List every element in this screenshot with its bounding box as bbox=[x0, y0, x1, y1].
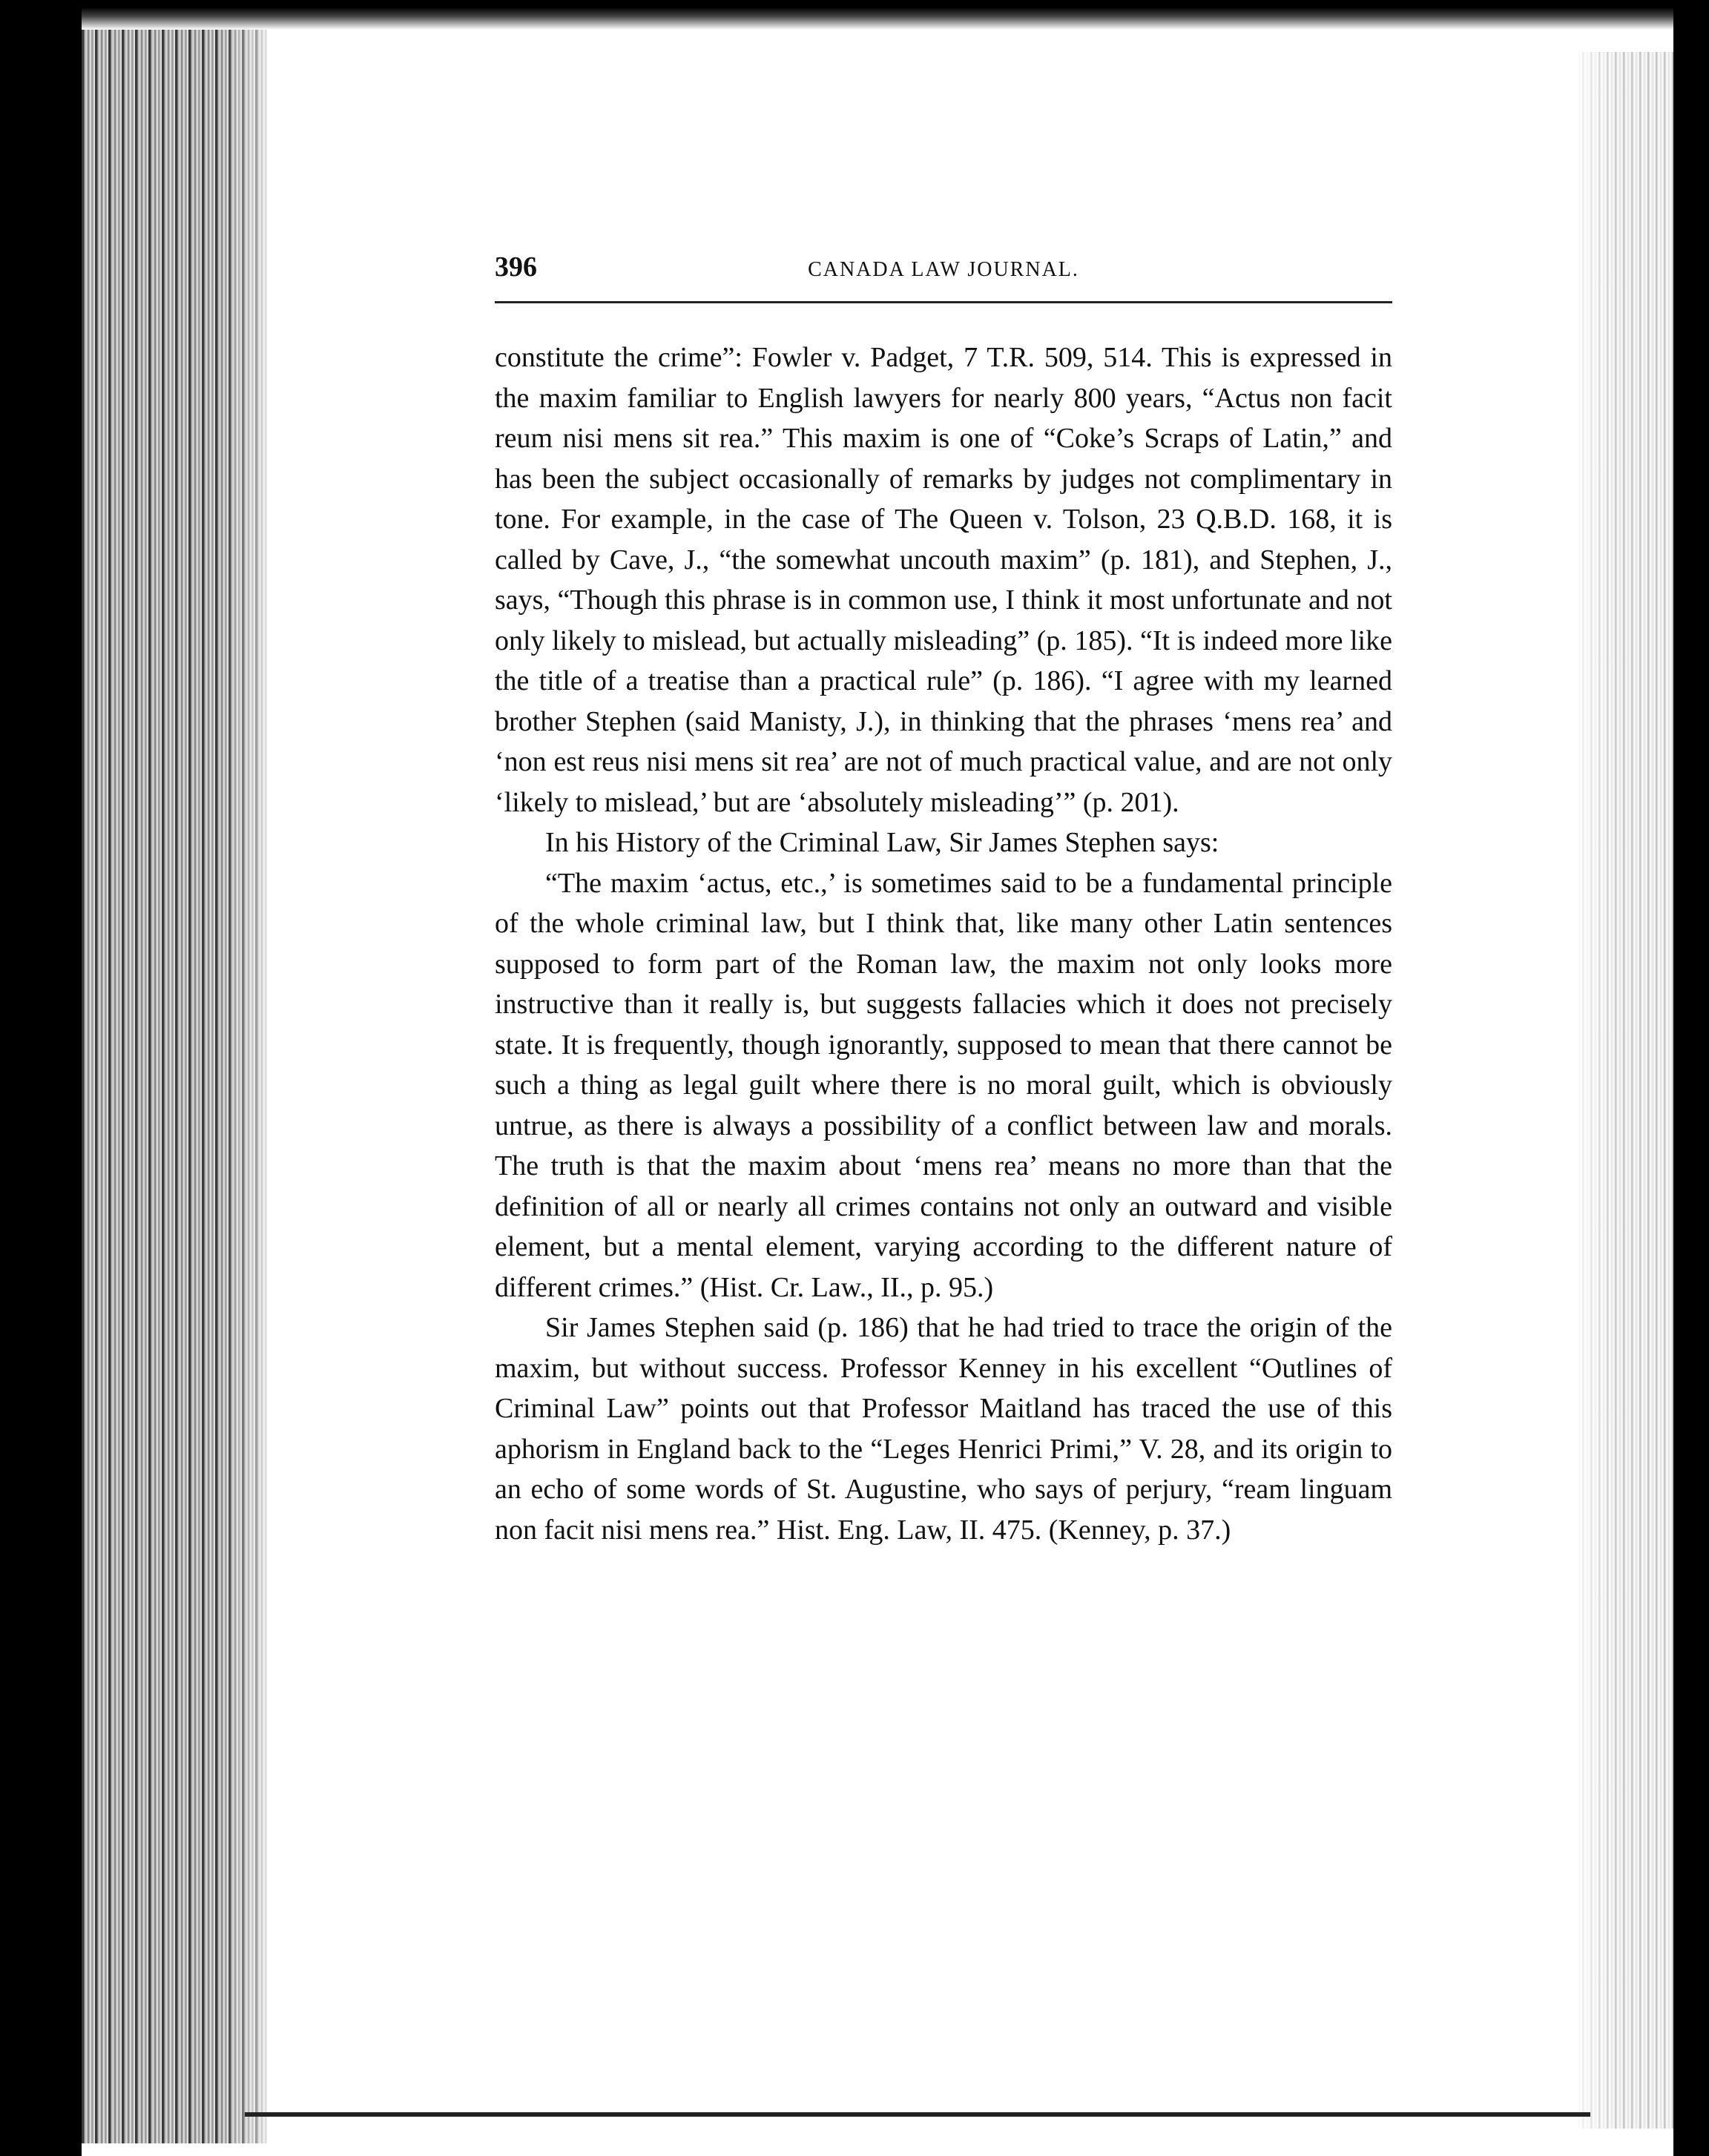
journal-title: CANADA LAW JOURNAL. bbox=[808, 258, 1079, 281]
running-head bbox=[495, 245, 1392, 297]
paragraph-1: constitute the crime”: Fowler v. Padget, 7 T.R. 509, 514. This is expressed in the maxim familiar to English lawyers for nearly 800 years, “Actus non facit reum nisi mens sit rea.” This maxim is one of “Coke’s Scraps of Latin,” and has been the subject occasionally of remarks by judges not complimentary in tone. For example, in the case of The Queen v. Tolson, 23 Q.B.D. 168, it is called by Cave, J., “the somewhat uncouth maxim” (p. 181), and Stephen, J., says, “Though this phrase is in common use, I think it most unfortunate and not only likely to mislead, but actually misleading” (p. 185). “It is indeed more like the title of a treatise than a practical rule” (p. 186). “I agree with my learned brother Stephen (said Manisty, J.), in thinking that the phrases ‘mens rea’ and ‘non est reus nisi mens sit rea’ are not of much practical value, and are not only ‘likely to mislead,’ but are ‘absolutely misleading’” (p. 201). bbox=[495, 342, 1392, 818]
header-rule bbox=[495, 301, 1392, 303]
scan-bottom-edge bbox=[245, 2112, 1590, 2117]
body-text bbox=[495, 337, 1392, 1550]
scan-left-edge bbox=[0, 0, 82, 2156]
paragraph-2: In his History of the Criminal Law, Sir James Stephen says: bbox=[545, 827, 1219, 858]
scan-top-edge bbox=[82, 0, 1673, 30]
block-quote: “The maxim ‘actus, etc.,’ is sometimes said to be a fundamental principle of the whole criminal law, but I think that, like many other Latin sentences supposed to form part of the Roman law, the maxim not only looks more instructive than it really is, but suggests fallacies which it does not precisely state. It is frequently, though ignorantly, supposed to mean that there cannot be such a thing as legal guilt where there is no moral guilt, which is obviously untrue, as there is always a possibility of a conflict between law and morals. The truth is that the maxim about ‘mens rea’ means no more than that the definition of all or nearly all crimes contains not only an outward and visible element, but a mental element, varying according to the different nature of different crimes.” (Hist. Cr. Law., II., p. 95.) bbox=[495, 867, 1392, 1303]
scan-page-stack-right-fade bbox=[1568, 52, 1620, 2129]
page-number: 396 bbox=[495, 251, 537, 283]
document-page bbox=[495, 245, 1392, 1550]
scan-right-edge bbox=[1673, 0, 1709, 2156]
paragraph-3: Sir James Stephen said (p. 186) that he had tried to trace the origin of the maxim, but without success. Professor Kenney in his excellent “Outlines of Criminal Law” points out that Professor Maitland has traced the use of this aphorism in England back to the “Leges Henrici Primi,” V. 28, and its origin to an echo of some words of St. Augustine, who says of perjury, “ream linguam non facit nisi mens rea.” Hist. Eng. Law, II. 475. (Kenney, p. 37.) bbox=[495, 1312, 1392, 1546]
scan-page-stack-left-fade bbox=[223, 30, 289, 2143]
